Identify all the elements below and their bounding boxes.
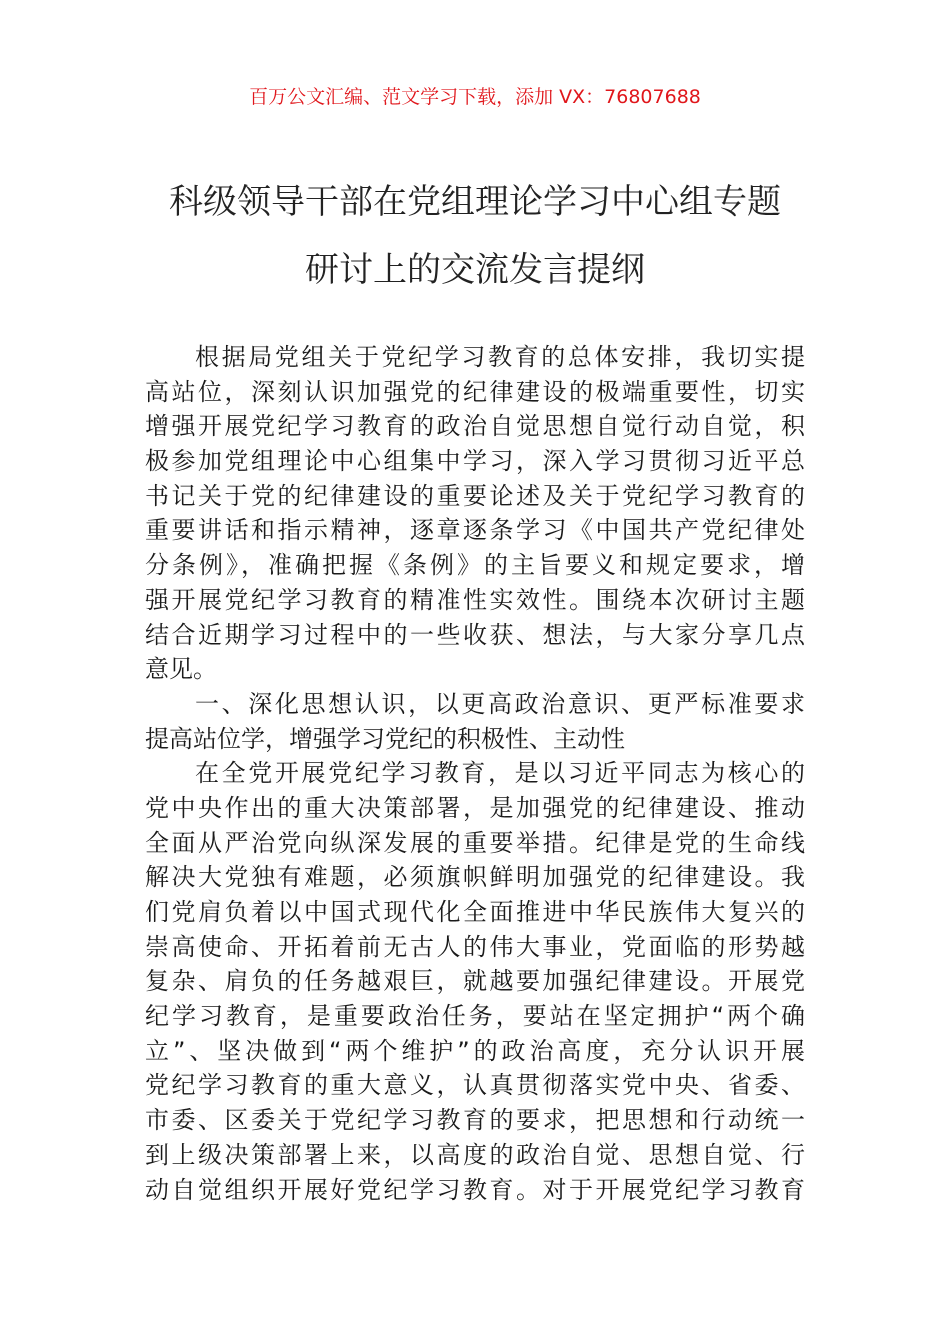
text-line: 分条例》，准确把握《条例》的主旨要义和规定要求，增 [145, 551, 805, 580]
text-line: 结合近期学习过程中的一些收获、想法，与大家分享几点 [145, 620, 805, 649]
text-line: 增强开展党纪学习教育的政治自觉思想自觉行动自觉，积 [145, 412, 805, 441]
text-line: 全面从严治党向纵深发展的重要举措。纪律是党的生命线 [145, 828, 805, 857]
text-line: 们党肩负着以中国式现代化全面推进中华民族伟大复兴的 [145, 898, 805, 926]
text-line: 强开展党纪学习教育的精准性实效性。围绕本次研讨主题 [145, 585, 805, 614]
text-line: 党纪学习教育的重大意义，认真贯彻落实党中央、省委、 [145, 1071, 805, 1100]
document-title-line-1: 科级领导干部在党组理论学习中心组专题 [169, 182, 781, 222]
text-line: 立”、坚决做到“两个维护”的政治高度，充分认识开展 [145, 1036, 805, 1065]
section-heading [145, 687, 805, 756]
text-line: 极参加党组理论中心组集中学习，深入学习贯彻习近平总 [145, 447, 805, 476]
text-line: 高站位，深刻认识加强党的纪律建设的极端重要性，切实 [145, 377, 805, 406]
text-line: 纪学习教育，是重要政治任务，要站在坚定拥护“两个确 [145, 1002, 805, 1031]
document-body [145, 340, 805, 1207]
text-line: 复杂、肩负的任务越艰巨，就越要加强纪律建设。开展党 [145, 967, 805, 996]
document-title-line-2: 研讨上的交流发言提纲 [305, 250, 645, 290]
text-line: 提高站位学，增强学习党纪的积极性、主动性 [145, 724, 625, 753]
text-line: 重要讲话和指示精神，逐章逐条学习《中国共产党纪律处 [145, 516, 805, 545]
text-line: 动自觉组织开展好党纪学习教育。对于开展党纪学习教育 [145, 1175, 805, 1204]
text-line: 意见。 [145, 655, 217, 684]
text-line: 到上级决策部署上来，以高度的政治自觉、思想自觉、行 [145, 1140, 805, 1169]
text-line: 书记关于党的纪律建设的重要论述及关于党纪学习教育的 [145, 481, 805, 510]
body-paragraph [145, 756, 805, 1207]
text-line: 市委、区委关于党纪学习教育的要求，把思想和行动统一 [145, 1106, 805, 1135]
body-paragraph [145, 340, 805, 687]
text-line: 根据局党组关于党纪学习教育的总体安排，我切实提 [195, 343, 805, 371]
text-line: 在全党开展党纪学习教育，是以习近平同志为核心的 [195, 759, 805, 788]
text-line: 一、深化思想认识，以更高政治意识、更严标准要求 [195, 689, 805, 718]
text-line: 党中央作出的重大决策部署，是加强党的纪律建设、推动 [145, 793, 805, 822]
text-line: 崇高使命、开拓着前无古人的伟大事业，党面临的形势越 [145, 932, 805, 961]
watermark-header: 百万公文汇编、范文学习下载，添加 VX：76807688 [249, 86, 701, 108]
text-line: 解决大党独有难题，必须旗帜鲜明加强党的纪律建设。我 [145, 863, 805, 892]
